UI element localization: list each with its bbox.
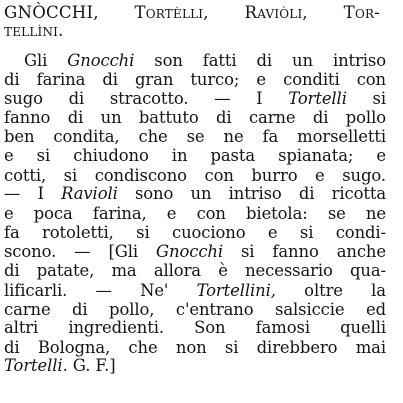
text-run: di Bologna, che non si direbbero mai (4, 338, 386, 357)
text-run: . (58, 21, 64, 40)
italic-term: Gnocchi (67, 51, 135, 70)
body-line (4, 281, 386, 300)
body-line (4, 300, 386, 319)
italic-term: Tortellini, (196, 281, 276, 300)
body-line (4, 318, 386, 337)
text-run: , (302, 3, 344, 22)
heading-line (4, 21, 124, 40)
text-run: sugo di stracotto. — I (4, 89, 289, 108)
body-line (24, 51, 386, 70)
text-run: GN (4, 3, 33, 22)
body-line (4, 108, 386, 127)
body-line (4, 127, 386, 146)
text-run: e si chiudono in pasta spianata; e (4, 146, 386, 165)
text-run: — I (4, 184, 62, 203)
text-run: scono. — [Gli (4, 242, 157, 261)
text-run: CCHI, (46, 3, 135, 22)
text-run: si (346, 89, 386, 108)
text-run: fanno di un battuto di carne di pollo (4, 108, 386, 127)
text-run: . G. F.] (62, 356, 116, 375)
small-caps-term: Tortèlli (134, 3, 204, 22)
text-run: e poca farina, e con bietola: se ne (4, 204, 386, 223)
text-run: Ò (32, 3, 46, 22)
text-run: , (203, 3, 245, 22)
small-caps-term: tellìni (4, 21, 59, 40)
italic-term: Tortelli (288, 89, 347, 108)
text-run: cotti, si condiscono con burro e sugo. (4, 166, 386, 185)
italic-term: Gnocchi (156, 242, 223, 261)
text-run: fa rotoletti, si cuociono e si condi- (4, 223, 386, 242)
text-run: oltre la (275, 281, 386, 300)
text-run: ben condita, che se ne fa morselletti (4, 127, 386, 146)
body-line (4, 70, 386, 89)
body-line (4, 261, 386, 280)
text-run: si fanno anche (223, 242, 386, 261)
body-line (4, 338, 386, 357)
body-line (4, 242, 386, 261)
text-run: altri ingredienti. Son famosi quelli (4, 318, 386, 337)
body-line (4, 223, 386, 242)
body-line (4, 166, 386, 185)
italic-term: Ravioli (61, 184, 118, 203)
text-run: di farina di gran turco; e conditi con (4, 70, 386, 89)
text-run: Gli (24, 51, 68, 70)
text-run: carne di pollo, c'entrano salsiccie ed (4, 300, 386, 319)
body-line (4, 146, 386, 165)
body-line (4, 89, 386, 108)
body-line (4, 184, 386, 203)
heading-line (4, 3, 380, 22)
text-run: sono un intriso di ricotta (117, 184, 387, 203)
text-run: di patate, ma allora è necessario qua- (4, 261, 386, 280)
text-run: lificarli. — Ne' (4, 281, 197, 300)
italic-term: Tortelli (4, 356, 63, 375)
body-line (4, 204, 386, 223)
small-caps-term: Raviòli (244, 3, 303, 22)
body-line (4, 356, 116, 375)
text-run: son fatti di un intriso (134, 51, 386, 70)
small-caps-term: Tor- (343, 3, 381, 22)
